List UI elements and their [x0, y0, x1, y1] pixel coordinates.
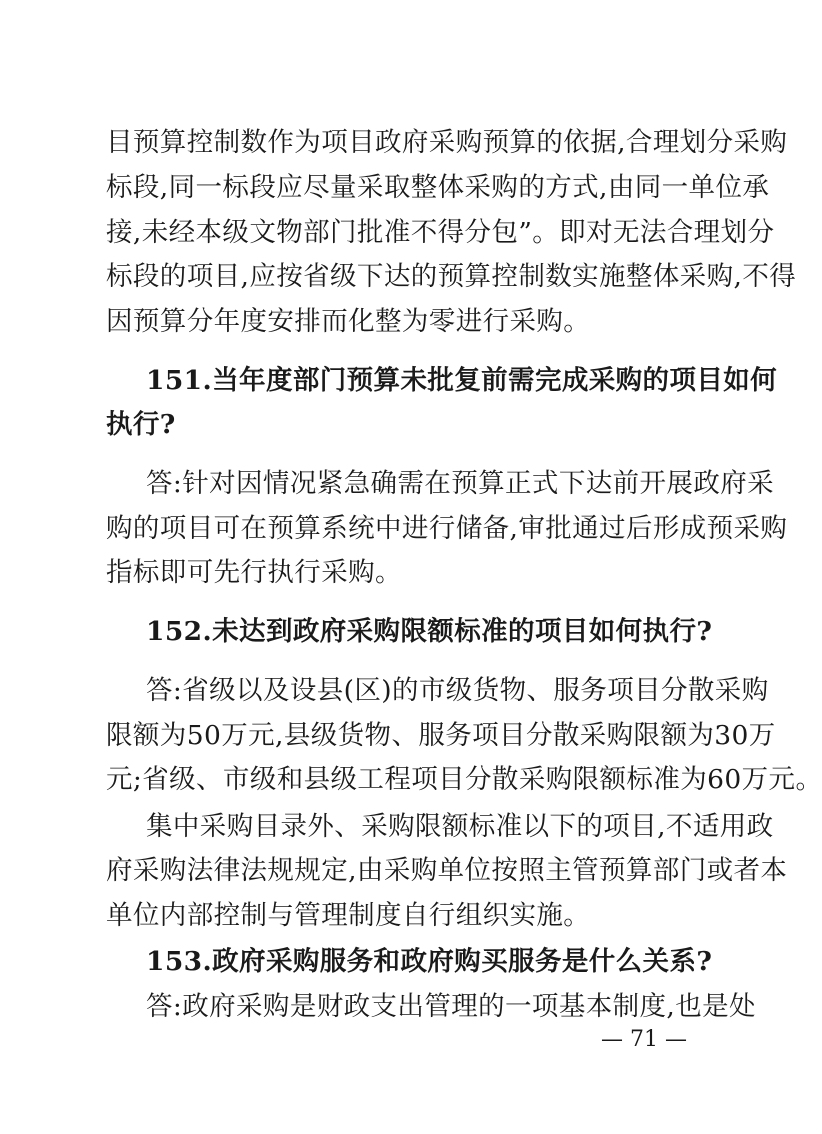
- answer-line: 府采购法律法规规定,由采购单位按照主管预算部门或者本: [106, 855, 788, 886]
- paragraph-line: 因预算分年度安排而化整为零进行采购。: [106, 306, 591, 337]
- page-number: — 71 —: [601, 1027, 687, 1052]
- question-heading: 152.未达到政府采购限额标准的项目如何执行?: [146, 616, 713, 647]
- answer-line: 限额为50万元,县级货物、服务项目分散采购限额为30万: [106, 720, 776, 751]
- answer-line: 单位内部控制与管理制度自行组织实施。: [106, 900, 591, 931]
- answer-line: 答:政府采购是财政支出管理的一项基本制度,也是处: [146, 991, 756, 1022]
- paragraph-line: 标段,同一标段应尽量采取整体采购的方式,由同一单位承: [106, 172, 770, 203]
- answer-line: 购的项目可在预算系统中进行储备,审批通过后形成预采购: [106, 513, 788, 544]
- paragraph-line: 接,未经本级文物部门批准不得分包”。即对无法合理划分: [106, 217, 775, 248]
- answer-line: 答:针对因情况紧急确需在预算正式下达前开展政府采: [146, 468, 775, 499]
- paragraph-line: 标段的项目,应按省级下达的预算控制数实施整体采购,不得: [106, 261, 797, 292]
- answer-line: 指标即可先行执行采购。: [106, 557, 402, 588]
- answer-line: 元;省级、市级和县级工程项目分散采购限额标准为60万元。: [106, 764, 822, 795]
- answer-line: 集中采购目录外、采购限额标准以下的项目,不适用政: [146, 811, 774, 842]
- answer-line: 答:省级以及设县(区)的市级货物、服务项目分散采购: [146, 675, 769, 706]
- question-heading: 执行?: [106, 409, 176, 440]
- question-heading: 153.政府采购服务和政府购买服务是什么关系?: [146, 946, 713, 977]
- question-heading: 151.当年度部门预算未批复前需完成采购的项目如何: [146, 365, 778, 396]
- paragraph-line: 目预算控制数作为项目政府采购预算的依据,合理划分采购: [106, 127, 788, 158]
